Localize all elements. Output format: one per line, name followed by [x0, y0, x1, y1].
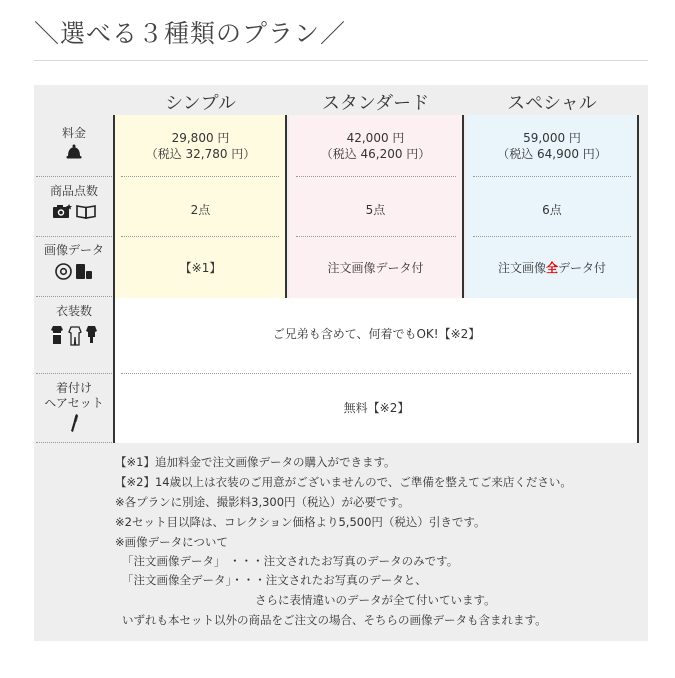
kimono-icon	[50, 328, 68, 342]
plan-header-standard: スタンダード	[321, 93, 430, 114]
costumes-cell: ご兄弟も含めて、何着でもOK!【※2】	[272, 327, 481, 341]
shared-rows-area	[115, 298, 638, 443]
image-data-cell-standard: 注文画像データ付	[327, 261, 424, 275]
price-tax-value: （税込 32,780 円）	[145, 147, 256, 161]
items-cell-special: 6点	[542, 203, 562, 217]
row-label-items-text: 商品点数	[49, 184, 98, 198]
row-separator	[36, 442, 112, 443]
price-cell-special	[466, 130, 638, 162]
price-tax-value: （税込 64,900 円）	[497, 147, 607, 161]
row-separator	[121, 236, 279, 237]
row-separator	[121, 373, 631, 374]
image-data-special-before: 注文画像	[497, 261, 546, 275]
price-cell-standard	[289, 130, 462, 162]
items-cell-standard: 5点	[365, 203, 386, 217]
price-tax-value: （税込 46,200 円）	[320, 147, 431, 161]
note-line: 【※1】追加料金で注文画像データの購入ができます。	[115, 455, 396, 469]
price-value: 29,800 円	[171, 131, 230, 145]
plan-header-simple: シンプル	[165, 93, 236, 114]
column-divider	[462, 115, 464, 298]
image-data-special-after: データ付	[558, 261, 607, 275]
dress-icon	[85, 328, 98, 342]
page-title: ＼選べる３種類のプラン／	[34, 19, 347, 48]
row-separator	[36, 176, 112, 177]
album-icon	[76, 204, 96, 218]
disc-icon	[55, 264, 76, 278]
row-separator	[36, 296, 112, 297]
note-line: いずれも本セット以外の商品をご注文の場合、そちらの画像データも含まれます。	[122, 613, 547, 627]
image-data-special-highlight: 全	[545, 261, 558, 275]
hair-cell: 無料【※2】	[343, 401, 410, 415]
note-line: ※各プランに別途、撮影料3,300円（税込）が必要です。	[115, 495, 410, 509]
row-label-price-text: 料金	[61, 126, 86, 140]
row-label-hair-line2: ヘアセット	[44, 396, 104, 410]
row-separator	[296, 236, 456, 237]
row-label-image-data	[36, 243, 112, 280]
row-label-price	[36, 126, 112, 160]
note-line: ※画像データについて	[115, 535, 228, 549]
bell-icon	[36, 144, 112, 160]
image-data-cell-simple: 【※1】	[179, 261, 222, 275]
row-separator	[473, 176, 631, 177]
price-cell-simple	[115, 130, 286, 162]
column-divider	[637, 298, 639, 443]
row-label-costumes	[36, 304, 112, 346]
suit-icon	[68, 328, 86, 342]
note-line: 【※2】14歳以上は衣装のご用意がございませんので、ご準備を整えてご来店ください。	[115, 475, 572, 489]
note-line: 「注文画像データ」 ・・・注文されたお写真のデータのみです。	[122, 554, 459, 568]
row-label-items	[36, 184, 112, 219]
row-separator	[121, 176, 279, 177]
row-separator	[296, 176, 456, 177]
row-label-hair-line1: 着付け	[55, 381, 92, 395]
comb-icon	[36, 413, 112, 433]
image-data-cell-special	[466, 260, 638, 276]
plan-header-special: スペシャル	[507, 93, 597, 114]
column-divider	[113, 298, 115, 443]
row-separator	[36, 373, 112, 374]
price-value: 42,000 円	[346, 131, 405, 145]
camera-icon	[52, 204, 76, 218]
note-line: 「注文画像全データ」・・・注文されたお写真のデータと、	[122, 573, 427, 587]
row-label-image-data-text: 画像データ	[43, 243, 104, 257]
row-separator	[473, 236, 631, 237]
title-divider	[34, 60, 648, 61]
price-value: 59,000 円	[523, 131, 581, 145]
row-label-costumes-text: 衣装数	[55, 304, 92, 318]
note-line: ※2セット目以降は、コレクション価格より5,500円（税込）引きです。	[115, 515, 486, 529]
device-icon	[75, 264, 93, 278]
row-label-hair	[36, 381, 112, 433]
note-line: さらに表情違いのデータが全て付いています。	[255, 593, 496, 607]
row-separator	[36, 236, 112, 237]
items-cell-simple: 2点	[190, 203, 211, 217]
